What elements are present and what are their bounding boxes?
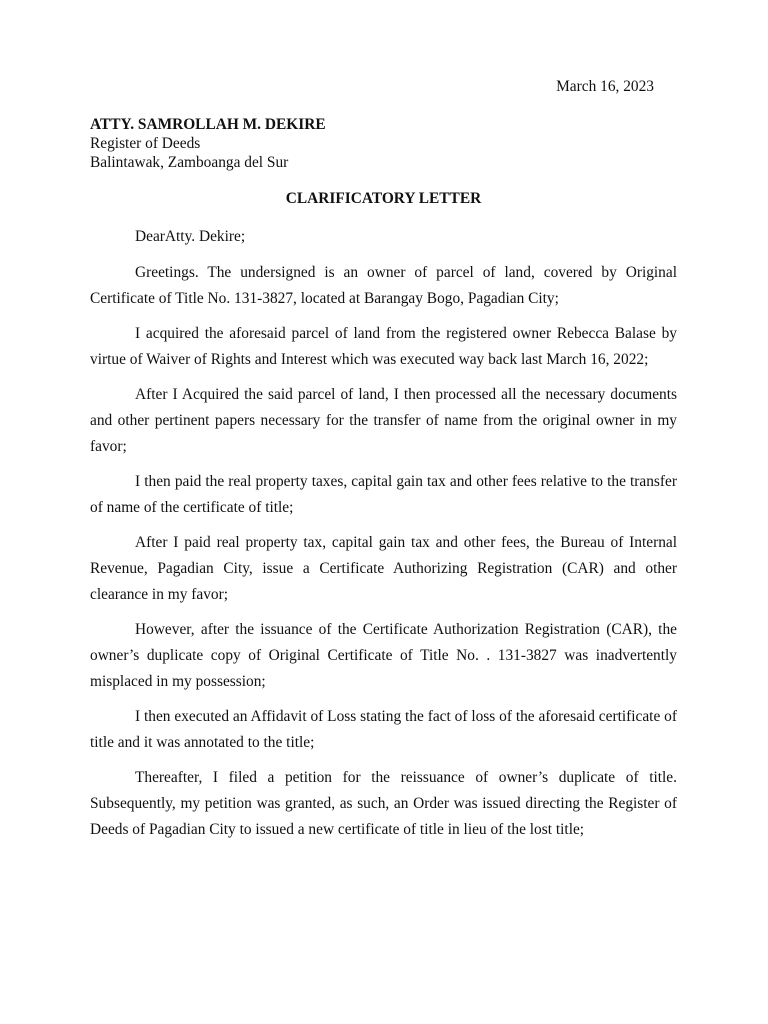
body-paragraph: Greetings. The undersigned is an owner of parcel of land, covered by Original Certificate of Title No. 131-3827, located at Barangay Bogo, Pagadian City; xyxy=(90,264,677,307)
salutation: DearAtty. Dekire; xyxy=(135,228,246,245)
body-paragraph: After I Acquired the said parcel of land, I then processed all the necessary documents and other pertinent papers necessary for the transfer of name from the original owner in my favor; xyxy=(90,386,677,455)
body-paragraph: After I paid real property tax, capital gain tax and other fees, the Bureau of Internal Revenue, Pagadian City, issue a Certificate Authorizing Registration (CAR) and other clearance in my favor; xyxy=(90,534,677,603)
letter-body xyxy=(90,260,677,852)
letter-date: March 16, 2023 xyxy=(556,78,654,95)
addressee-block xyxy=(90,115,326,172)
body-paragraph: I acquired the aforesaid parcel of land from the registered owner Rebecca Balase by virtue of Waiver of Rights and Interest which was executed way back last March 16, 2022; xyxy=(90,325,677,368)
body-paragraph: However, after the issuance of the Certificate Authorization Registration (CAR), the owner’s duplicate copy of Original Certificate of Title No. . 131-3827 was inadvertently misplaced in my possession; xyxy=(90,621,677,690)
addressee-name: ATTY. SAMROLLAH M. DEKIRE xyxy=(90,116,326,133)
letter-page xyxy=(90,0,677,1024)
body-paragraph: Thereafter, I filed a petition for the reissuance of owner’s duplicate of title. Subsequently, my petition was granted, as such, an Order was issued directing the Register of Deeds of Pagadian City to issued a new certificate of title in lieu of the lost title; xyxy=(90,769,677,838)
body-paragraph: I then executed an Affidavit of Loss stating the fact of loss of the aforesaid certificate of title and it was annotated to the title; xyxy=(90,708,677,751)
letter-subject: CLARIFICATORY LETTER xyxy=(285,190,482,207)
body-paragraph: I then paid the real property taxes, capital gain tax and other fees relative to the transfer of name of the certificate of title; xyxy=(90,473,677,516)
addressee-position: Register of Deeds xyxy=(90,135,201,152)
addressee-address: Balintawak, Zamboanga del Sur xyxy=(90,154,289,171)
